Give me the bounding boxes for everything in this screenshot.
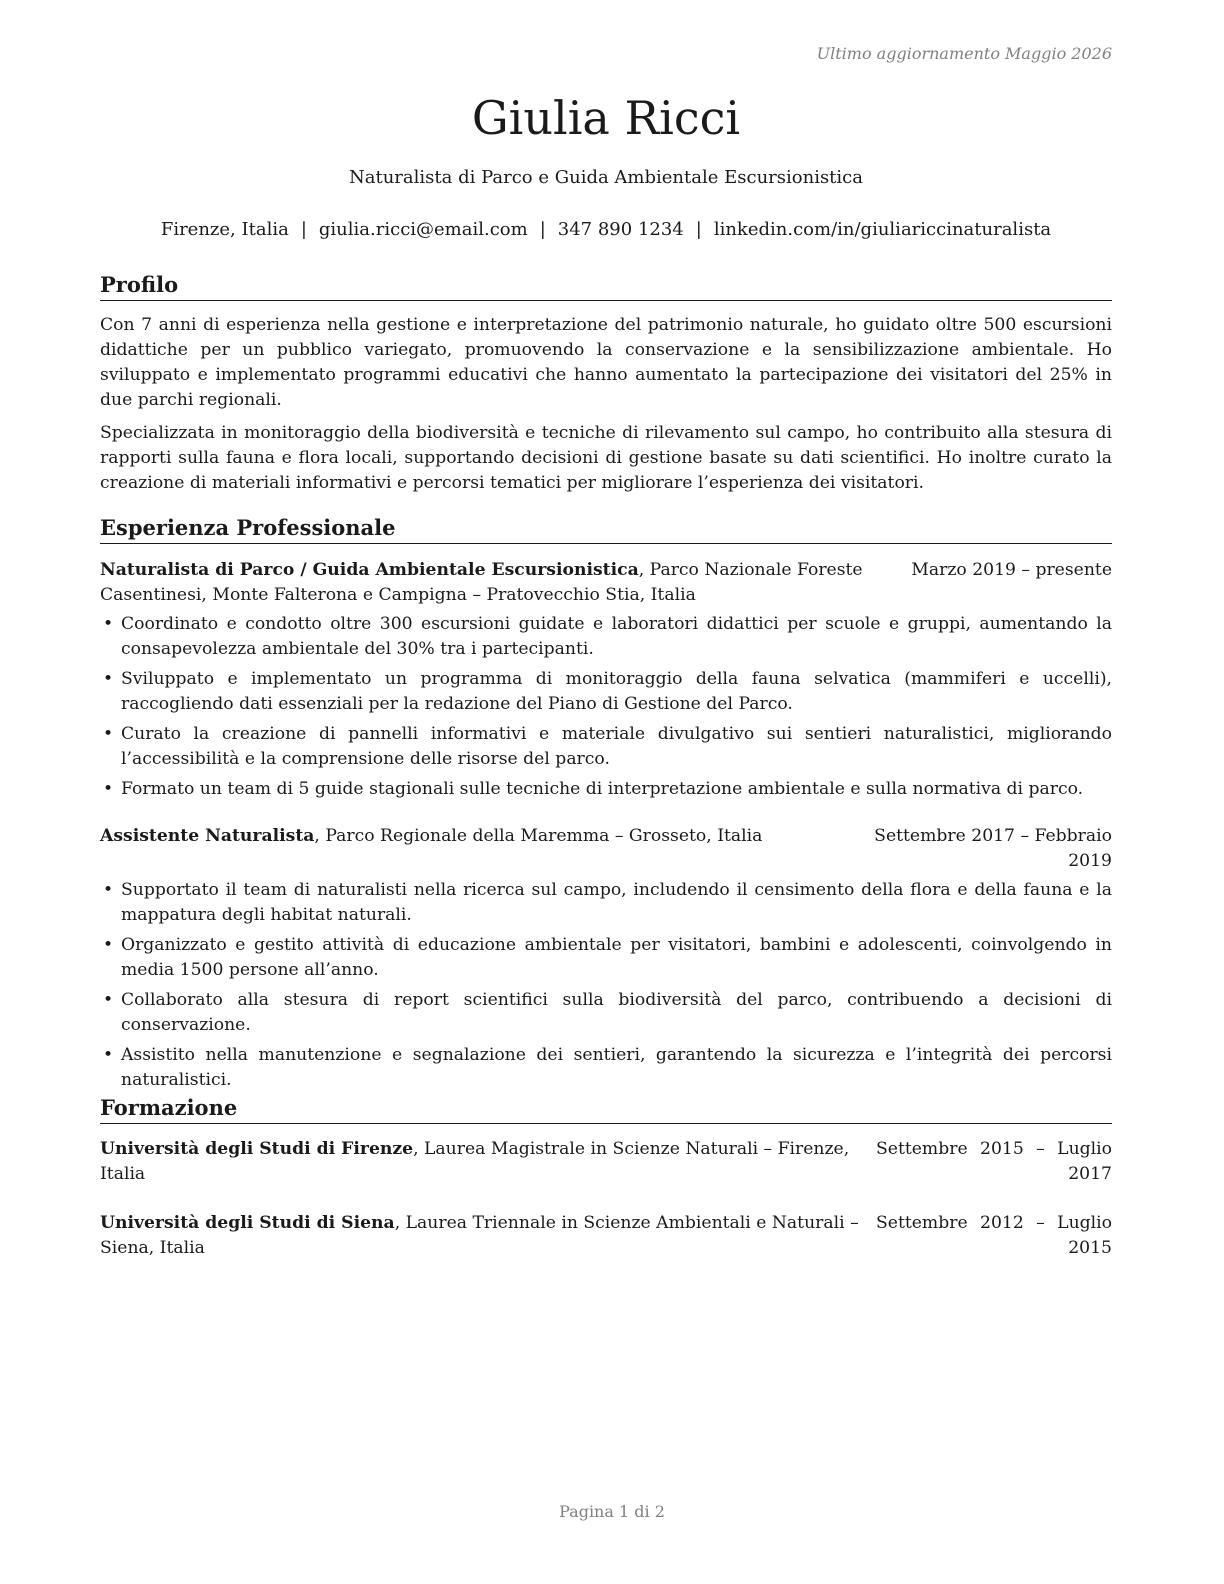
job-entry	[100, 558, 1112, 802]
job-entry	[100, 824, 1112, 1093]
contact-location: Firenze, Italia	[160, 219, 289, 240]
contact-email[interactable]: giulia.ricci@email.com	[318, 219, 528, 240]
list-item: • Collaborato alla stesura di report scientifici sulla biodiversità del parco, contribuendo a decisioni di conservazione.	[103, 990, 1112, 1035]
job-dates: Settembre 2017 – Febbraio 2019	[874, 826, 1112, 871]
education-title-line	[100, 1211, 876, 1261]
contact-separator: |	[695, 219, 702, 240]
bullet-icon: •	[103, 779, 114, 799]
list-item: • Organizzato e gestito attività di educazione ambientale per visitatori, bambini e adolescenti, coinvolgendo in media 1500 persone all’anno.	[103, 935, 1112, 980]
job-title-line	[100, 824, 862, 849]
education-header	[100, 1211, 1112, 1261]
education-entry	[100, 1211, 1112, 1261]
bullet-icon: •	[103, 990, 114, 1010]
job-bullets	[100, 612, 1112, 802]
education-section	[100, 1094, 1112, 1261]
profile-paragraph: Con 7 anni di esperienza nella gestione e interpretazione del patrimonio naturale, ho guidato oltre 500 escursioni didattiche per un pubblico variegato, promuovendo la conservazione e la sensibilizzazione ambientale. Ho sviluppato e implementato programmi educativi che hanno aumentato la partecipazione dei visitatori del 25% in due parchi regionali.	[100, 315, 1112, 410]
job-header	[100, 824, 1112, 874]
bullet-icon: •	[103, 880, 114, 900]
bullet-icon: •	[103, 724, 114, 744]
section-heading-experience: Esperienza Professionale	[100, 514, 1112, 544]
education-entry	[100, 1137, 1112, 1187]
list-item: • Supportato il team di naturalisti nella ricerca sul campo, includendo il censimento della flora e della fauna e la mappatura degli habitat naturali.	[103, 880, 1112, 925]
job-header	[100, 558, 1112, 608]
bullet-icon: •	[103, 669, 114, 689]
bullet-icon: •	[103, 614, 114, 634]
page-number: Pagina 1 di 2	[559, 1502, 665, 1521]
education-school: Università degli Studi di Firenze	[100, 1139, 414, 1159]
job-place: , Parco Regionale della Maremma – Grosseto, Italia	[314, 826, 763, 846]
job-place: , Parco Nazionale Foreste Casentinesi, Monte Falterona e Campigna – Pratovecchio Stia, Italia	[100, 560, 863, 605]
section-heading-education: Formazione	[100, 1094, 1112, 1124]
experience-section	[100, 514, 1112, 1098]
job-role: Naturalista di Parco / Guida Ambientale Escursionistica	[100, 560, 639, 580]
profile-paragraph: Specializzata in monitoraggio della biodiversità e tecniche di rilevamento sul campo, ho contribuito alla stesura di rapporti sulla fauna e flora locali, supportando decisioni di gestione basate su dati scientifici. Ho inoltre curato la creazione di materiali informativi e percorsi tematici per migliorare l’esperienza dei visitatori.	[100, 423, 1112, 493]
bullet-icon: •	[103, 935, 114, 955]
profile-section	[100, 271, 1112, 496]
education-school: Università degli Studi di Siena	[100, 1213, 395, 1233]
education-header	[100, 1137, 1112, 1187]
bullet-icon: •	[103, 1045, 114, 1065]
list-item: • Assistito nella manutenzione e segnalazione dei sentieri, garantendo la sicurezza e l’integrità dei percorsi naturalistici.	[103, 1045, 1112, 1090]
contact-phone[interactable]: 347 890 1234	[557, 219, 684, 240]
list-item: • Curato la creazione di pannelli informativi e materiale divulgativo sui sentieri naturalistici, migliorando l’accessibilità e la comprensione delle risorse del parco.	[103, 724, 1112, 769]
contact-separator: |	[539, 219, 546, 240]
job-role: Assistente Naturalista	[100, 826, 315, 846]
job-bullets	[100, 878, 1112, 1093]
candidate-name: Giulia Ricci	[471, 91, 741, 145]
list-item: • Coordinato e condotto oltre 300 escursioni guidate e laboratori didattici per scuole e gruppi, aumentando la consapevolezza ambientale del 30% tra i partecipanti.	[103, 614, 1112, 659]
section-heading-profile: Profilo	[100, 271, 1112, 301]
contact-separator: |	[300, 219, 307, 240]
contact-linkedin[interactable]: linkedin.com/in/giuliariccinaturalista	[713, 219, 1052, 240]
contact-line	[100, 219, 1112, 240]
last-updated-note: Ultimo aggiornamento Maggio 2026	[816, 44, 1112, 63]
education-dates: Settembre 2012 – Luglio 2015	[876, 1213, 1112, 1258]
education-title-line	[100, 1137, 876, 1187]
list-item: • Sviluppato e implementato un programma di monitoraggio della fauna selvatica (mammiferi e uccelli), raccogliendo dati essenziali per la redazione del Piano di Gestione del Parco.	[103, 669, 1112, 714]
list-item: • Formato un team di 5 guide stagionali sulle tecniche di interpretazione ambientale e sulla normativa di parco.	[100, 777, 1112, 802]
job-title-line	[100, 558, 880, 608]
education-detail: , Laurea Magistrale in Scienze Naturali – Firenze, Italia	[100, 1139, 850, 1184]
education-detail: , Laurea Triennale in Scienze Ambientali e Naturali – Siena, Italia	[100, 1213, 859, 1258]
candidate-title: Naturalista di Parco e Guida Ambientale Escursionistica	[348, 167, 863, 188]
education-dates: Settembre 2015 – Luglio 2017	[876, 1139, 1112, 1184]
job-dates: Marzo 2019 – presente	[911, 560, 1112, 580]
